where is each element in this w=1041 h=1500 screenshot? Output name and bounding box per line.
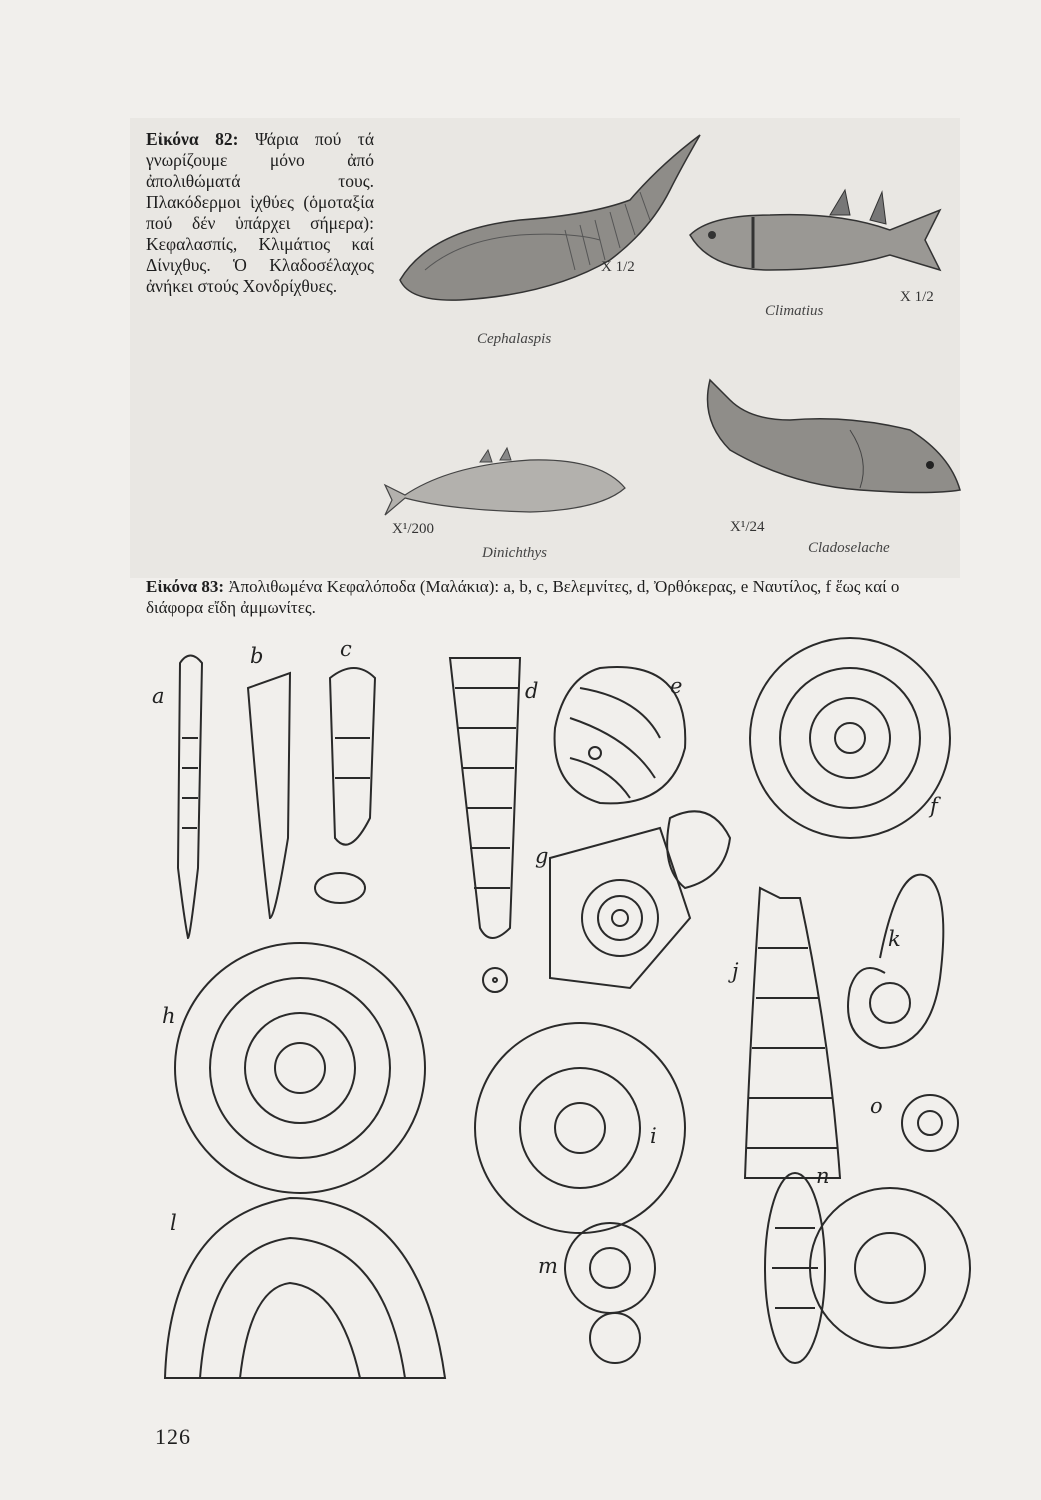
climatius-label: Climatius [765, 303, 824, 319]
letter-i: i [650, 1124, 657, 1148]
ammonite-k [848, 875, 943, 1048]
nautilus-e [555, 667, 686, 803]
belemnite-c [315, 668, 375, 903]
cephalaspis-label: Cephalaspis [477, 331, 552, 347]
figure-83-text: Ἀπολιθωμένα Κεφαλόποδα (Μαλάκια): a, b, c, Βελεμνίτες, d, Ὀρθόκερας, e Ναυτίλος, f ἕως καί ο διάφορα εἴδη ἀμμωνίτες. [146, 577, 900, 617]
letter-a: a [152, 684, 165, 708]
letter-e: e [670, 674, 683, 698]
letter-o: o [870, 1094, 883, 1118]
ammonite-m [565, 1223, 655, 1363]
belemnite-b [248, 673, 290, 918]
belemnite-a [178, 656, 202, 939]
dinichthys-label: Dinichthys [482, 545, 547, 561]
cladoselache-illustration [708, 380, 961, 493]
climatius-illustration [690, 190, 940, 270]
fossil-illustrations [140, 618, 990, 1398]
dinichthys-illustration [385, 448, 625, 515]
ammonite-h [175, 943, 425, 1193]
letter-c: c [340, 637, 352, 661]
climatius-scale: X 1/2 [900, 289, 934, 305]
figure-83-label: Εἰκόνα 83: [146, 577, 225, 596]
letter-n: n [816, 1164, 830, 1188]
figure-83-caption [146, 576, 946, 618]
ammonite-f [750, 638, 950, 838]
letter-b: b [250, 644, 264, 668]
fish-illustrations [370, 120, 970, 570]
cephalaspis-scale: X 1/2 [601, 259, 635, 275]
cladoselache-label: Cladoselache [808, 540, 890, 556]
figure-82-text: Ψάρια πού τά γνωρίζουμε μόνο ἀπό ἀπολιθώματά τους. Πλακόδερμοι ἰχθύες (ὁμοταξία πού δέν ὑπάρχει σήμερα): Κεφαλασπίς, Κλιμάτιος καί Δίνιχθυς. Ὁ Κλαδοσέλαχος ἀνήκει στούς Χονδρίχθυες. [146, 129, 374, 296]
figure-82-caption [146, 129, 374, 297]
letter-g: g [535, 844, 549, 868]
letter-f: f [930, 794, 938, 818]
dinichthys-scale: X¹/200 [392, 521, 434, 537]
cladoselache-scale: X¹/24 [730, 519, 765, 535]
ammonite-n [765, 1173, 970, 1363]
letter-h: h [162, 1004, 176, 1028]
letter-k: k [888, 927, 901, 951]
figure-82-label: Εἰκόνα 82: [146, 129, 239, 149]
turrilites-j [745, 888, 840, 1178]
page-number: 126 [155, 1424, 191, 1449]
ammonite-l [165, 1198, 445, 1378]
letter-l: l [170, 1211, 177, 1235]
letter-j: j [732, 959, 739, 983]
ammonite-g [550, 811, 730, 988]
letter-m: m [538, 1254, 558, 1278]
orthoceras-d [450, 658, 520, 992]
ammonite-o [902, 1095, 958, 1151]
letter-d: d [525, 679, 539, 703]
cephalaspis-illustration [400, 135, 700, 300]
